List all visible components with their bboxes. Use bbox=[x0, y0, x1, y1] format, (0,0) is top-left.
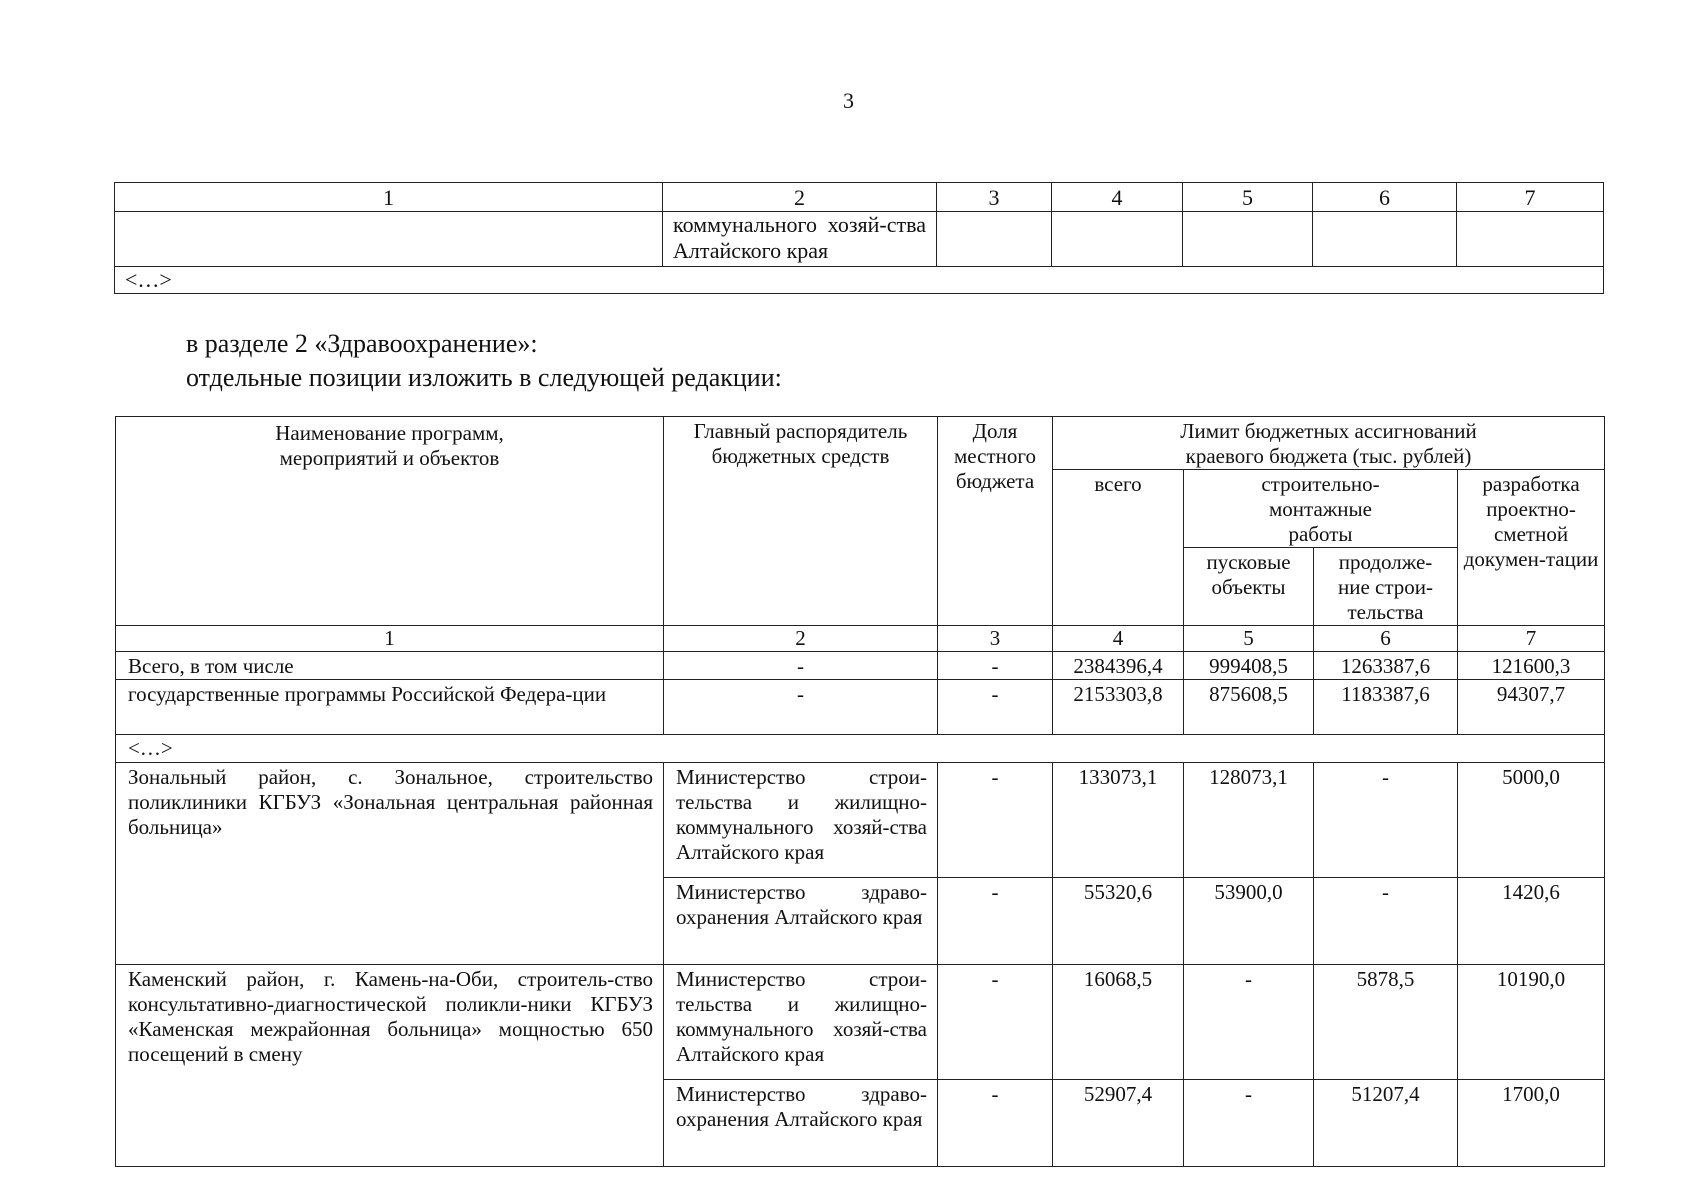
header-name: Наименование программ, мероприятий и объектов bbox=[116, 417, 664, 626]
empty-cell bbox=[1457, 212, 1604, 267]
intro-line-section: в разделе 2 «Здравоохранение»: bbox=[186, 329, 538, 358]
header-local-share: Доля местного бюджета bbox=[938, 417, 1053, 626]
launch-cell: 53900,0 bbox=[1184, 878, 1314, 965]
table-row bbox=[115, 212, 1604, 267]
column-number-row bbox=[116, 626, 1605, 652]
ellipsis-row bbox=[115, 267, 1604, 294]
column-number: 3 bbox=[938, 626, 1053, 652]
empty-cell bbox=[1052, 212, 1183, 267]
page-number: 3 bbox=[843, 88, 854, 113]
grbs-cell: Министерство строи-тельства и жилищно-коммунального хозяй-ства Алтайского края bbox=[664, 965, 938, 1080]
continuation-cell: 1263387,6 bbox=[1314, 652, 1458, 680]
empty-cell bbox=[1183, 212, 1313, 267]
empty-cell bbox=[937, 212, 1052, 267]
header-construction: строительно-монтажные работы bbox=[1184, 470, 1458, 548]
local-share-cell: - bbox=[938, 1080, 1053, 1167]
column-number: 2 bbox=[664, 626, 938, 652]
total-cell: 133073,1 bbox=[1053, 763, 1184, 878]
continuation-cell: - bbox=[1314, 878, 1458, 965]
column-number: 4 bbox=[1053, 626, 1184, 652]
continuation-cell: 5878,5 bbox=[1314, 965, 1458, 1080]
design-cell: 5000,0 bbox=[1458, 763, 1605, 878]
continuation-cell: - bbox=[1314, 763, 1458, 878]
ellipsis-row bbox=[116, 735, 1605, 763]
header-row bbox=[116, 417, 1605, 470]
design-cell: 121600,3 bbox=[1458, 652, 1605, 680]
header-design: разработка проектно-сметной докумен-тации bbox=[1458, 470, 1605, 626]
header-limit: Лимит бюджетных ассигнований краевого бюджета (тыс. рублей) bbox=[1053, 417, 1605, 470]
total-cell: 52907,4 bbox=[1053, 1080, 1184, 1167]
grbs-cell: Министерство здраво-охранения Алтайского края bbox=[664, 878, 938, 965]
local-share-cell: - bbox=[938, 763, 1053, 878]
empty-cell bbox=[115, 212, 663, 267]
table-row-zonal bbox=[116, 763, 1605, 878]
launch-cell: 128073,1 bbox=[1184, 763, 1314, 878]
header-grbs: Главный распорядитель бюджетных средств bbox=[664, 417, 938, 626]
intro-line-instruction: отдельные позиции изложить в следующей редакции: bbox=[186, 363, 782, 392]
continuation-cell: 51207,4 bbox=[1314, 1080, 1458, 1167]
grbs-cell: коммунального хозяй-ства Алтайского края bbox=[663, 212, 937, 267]
continuation-cell: 1183387,6 bbox=[1314, 680, 1458, 735]
column-number: 1 bbox=[115, 183, 663, 212]
header-total: всего bbox=[1053, 470, 1184, 626]
header-continuation: продолже-ние строи-тельства bbox=[1314, 548, 1458, 626]
intro-text bbox=[186, 327, 782, 395]
ellipsis-cell: <…> bbox=[116, 735, 1605, 763]
design-cell: 10190,0 bbox=[1458, 965, 1605, 1080]
column-number: 1 bbox=[116, 626, 664, 652]
launch-cell: - bbox=[1184, 965, 1314, 1080]
ellipsis-cell: <…> bbox=[115, 267, 1604, 294]
column-number-row bbox=[115, 183, 1604, 212]
design-cell: 1420,6 bbox=[1458, 878, 1605, 965]
row-name: государственные программы Российской Федера-ции bbox=[116, 680, 664, 735]
column-number: 5 bbox=[1183, 183, 1313, 212]
column-number: 6 bbox=[1314, 626, 1458, 652]
column-number: 7 bbox=[1458, 626, 1605, 652]
table-row-gp bbox=[116, 680, 1605, 735]
column-number: 5 bbox=[1184, 626, 1314, 652]
grbs-cell: Министерство строи-тельства и жилищно-коммунального хозяй-ства Алтайского края bbox=[664, 763, 938, 878]
launch-cell: 999408,5 bbox=[1184, 652, 1314, 680]
design-cell: 94307,7 bbox=[1458, 680, 1605, 735]
local-share-cell: - bbox=[938, 680, 1053, 735]
column-number: 6 bbox=[1313, 183, 1457, 212]
continuation-table bbox=[114, 182, 1604, 294]
column-number: 3 bbox=[937, 183, 1052, 212]
empty-cell bbox=[1313, 212, 1457, 267]
total-cell: 2153303,8 bbox=[1053, 680, 1184, 735]
column-number: 4 bbox=[1052, 183, 1183, 212]
launch-cell: 875608,5 bbox=[1184, 680, 1314, 735]
total-cell: 2384396,4 bbox=[1053, 652, 1184, 680]
row-name: Всего, в том числе bbox=[116, 652, 664, 680]
local-share-cell: - bbox=[938, 878, 1053, 965]
budget-table bbox=[115, 416, 1605, 1167]
table-row-kamen bbox=[116, 965, 1605, 1080]
table-row-total bbox=[116, 652, 1605, 680]
grbs-cell: Министерство здраво-охранения Алтайского края bbox=[664, 1080, 938, 1167]
grbs-cell: - bbox=[664, 652, 938, 680]
row-name: Каменский район, г. Камень-на-Оби, строитель-ство консультативно-диагностической поликли-ники КГБУЗ «Каменская межрайонная больница» мощностью 650 посещений в смену bbox=[116, 965, 664, 1167]
local-share-cell: - bbox=[938, 652, 1053, 680]
grbs-cell: - bbox=[664, 680, 938, 735]
total-cell: 55320,6 bbox=[1053, 878, 1184, 965]
row-name: Зональный район, с. Зональное, строительство поликлиники КГБУЗ «Зональная центральная районная больница» bbox=[116, 763, 664, 965]
header-launch: пусковые объекты bbox=[1184, 548, 1314, 626]
column-number: 7 bbox=[1457, 183, 1604, 212]
design-cell: 1700,0 bbox=[1458, 1080, 1605, 1167]
local-share-cell: - bbox=[938, 965, 1053, 1080]
launch-cell: - bbox=[1184, 1080, 1314, 1167]
column-number: 2 bbox=[663, 183, 937, 212]
total-cell: 16068,5 bbox=[1053, 965, 1184, 1080]
